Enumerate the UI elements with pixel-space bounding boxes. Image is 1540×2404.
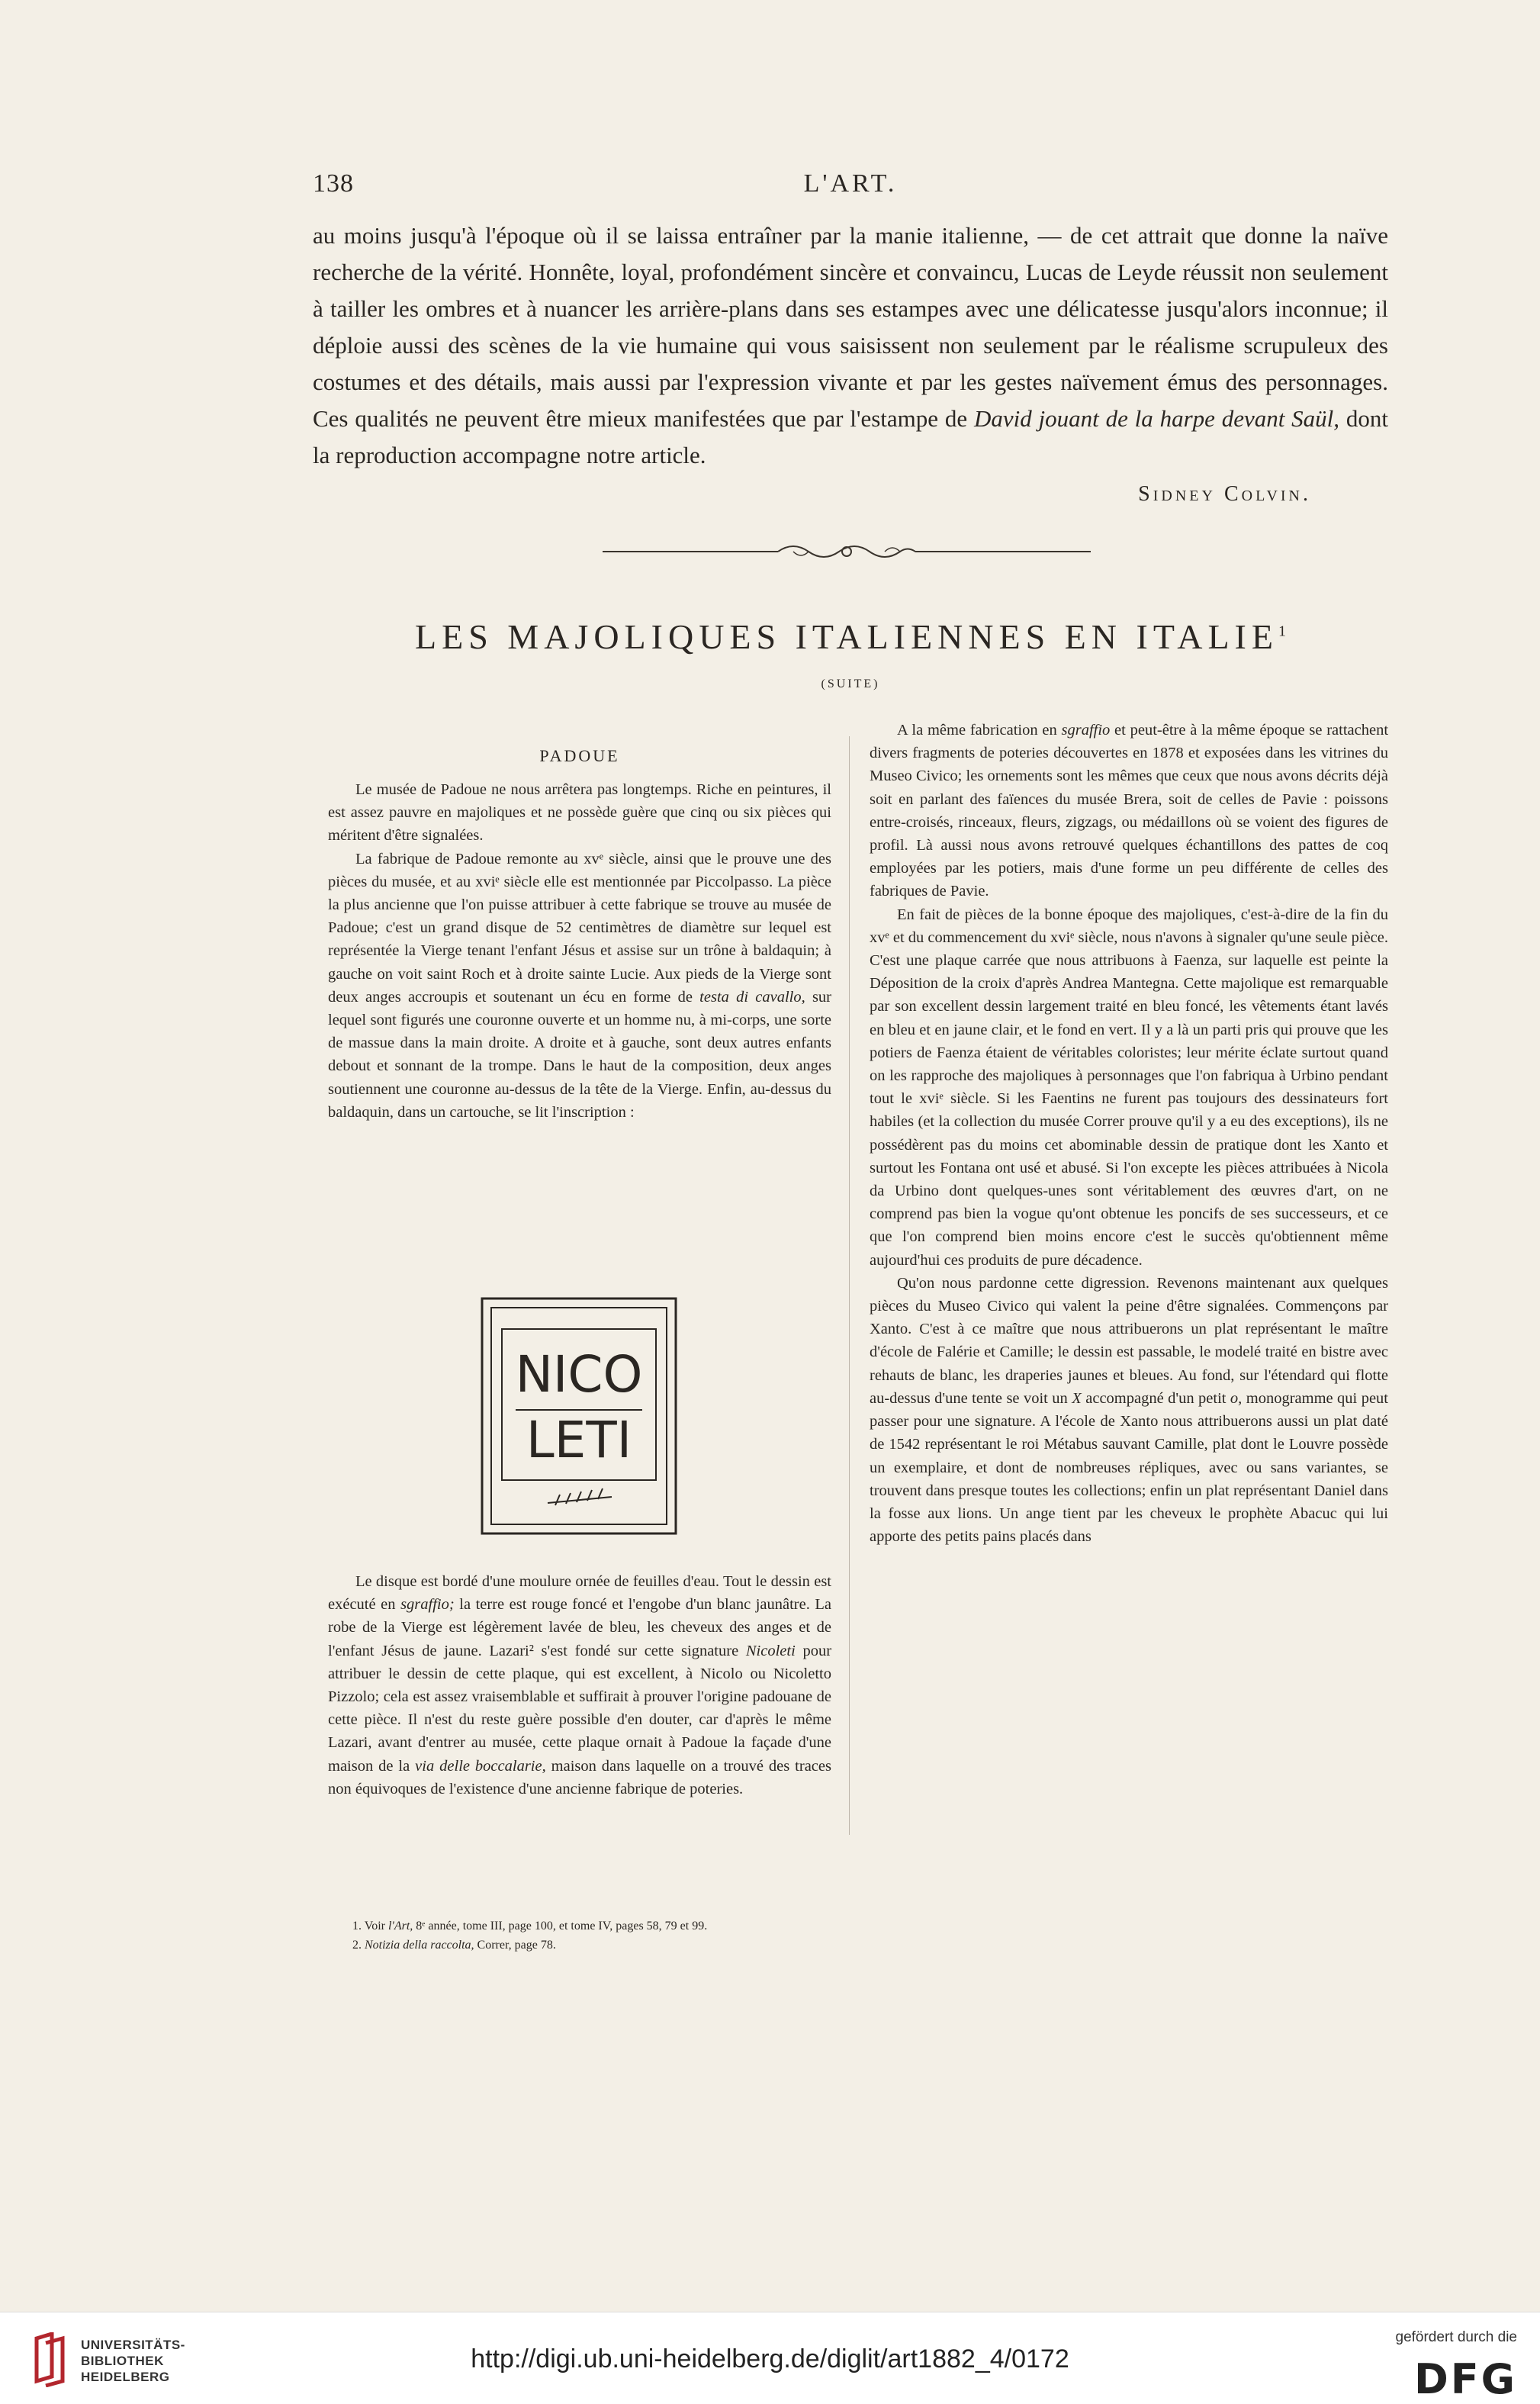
running-title: L'ART.: [803, 169, 898, 198]
left-p3-italic-3: via delle boccalarie,: [415, 1757, 546, 1775]
right-column: [870, 719, 1388, 1548]
footnote-2-italic: Notizia della raccolta,: [365, 1939, 474, 1952]
left-p3-italic-2: Nicoleti: [745, 1642, 796, 1659]
right-paragraph-3: [870, 1272, 1388, 1548]
article-title: [313, 616, 1388, 657]
footnote-2-a: 2.: [352, 1939, 362, 1952]
inscription-figure: [481, 1297, 677, 1535]
page-number: 138: [313, 169, 354, 198]
footnote-1-b: 8ᵉ année, tome III, page 100, et tome IV, pages 58, 79 et 99.: [416, 1920, 708, 1933]
institution-line-1: UNIVERSITÄTS-: [81, 2338, 185, 2352]
intro-text: [313, 217, 1388, 474]
left-p3-d: maison dans laquelle on a trouvé des traces non équivoques de l'existence d'une ancienne fabrique de poteries.: [328, 1757, 831, 1797]
footnote-2-b: Correr, page 78.: [477, 1939, 556, 1952]
inscription-line-2: LETI: [526, 1411, 632, 1469]
right-p1-b: et peut-être à la même époque se rattachent divers fragments de poteries découvertes en 1878 et exposées dans les vitrines du Museo Civico; les ornements sont les mêmes que ceux que nous avons décrits déjà soit en parlant des faïences du musée Brera, soit de celles de Pavie : poissons entre-croisés, rinceaux, fleurs, zigzags, ou médaillons où se voient des figures de profil. Là aussi nous avons retrouvé quelques échantillons des pattes de coq employées par les potiers, mais d'une forme un peu différente de celles des fabriques de Pavie.: [870, 722, 1389, 900]
footnote-1: [352, 1916, 886, 1936]
footnote-1-a: 1. Voir: [352, 1920, 385, 1933]
footnote-2: [352, 1936, 886, 1955]
right-p3-italic-1: X: [1072, 1389, 1082, 1407]
dfg-logo: DFG: [1413, 2355, 1517, 2403]
left-column-lower: [328, 1570, 831, 1801]
page-header: [313, 169, 1388, 200]
right-p3-c: monogramme qui peut passer pour une signature. A l'école de Xanto nous attribuerons aussi un plat daté de 1542 représentant le roi Métabus sauvant Camille, plat dont le Louvre possède un exemplaire, et dont de nombreuses répliques, avec ou sans variantes, se trouvent dans presque toutes les collections; enfin un plat représentant Daniel dans la fosse aux lions. Un ange tient par les cheveux le prophète Abacuc qui lui apporte des petits pains placés dans: [870, 1389, 1389, 1546]
institution-line-3: HEIDELBERG: [81, 2370, 170, 2384]
footnote-1-italic: l'Art,: [387, 1920, 413, 1933]
left-column-upper: [328, 778, 831, 1124]
author-signature: Sidney Colvin.: [1138, 482, 1311, 506]
right-p3-a: Qu'on nous pardonne cette digression. Revenons maintenant aux quelques pièces du Museo Civico qui valent la peine d'être signalées. Commençons par Xanto. C'est à ce maître que nous attribuerons un plat représentant le maître d'école de Falérie et Camille; le dessin est passable, le modelé traité en bistre avec rehauts de blanc, les draperies jaunes et bleues. Au fond, sur l'étendard qui flotte au-dessus d'une tente se voit un: [870, 1274, 1388, 1407]
right-paragraph-2: En fait de pièces de la bonne époque des majoliques, c'est-à-dire de la fin du xvᵉ et du commencement du xviᵉ siècle, nous n'avons à signaler qu'une seule pièce. C'est une plaque carrée que nous attribuons à Faenza, sur laquelle est peinte la Déposition de la croix d'après Andrea Mantegna. Cette majolique est remarquable par son excellent dessin largement traité en bleu foncé, les vêtements étant lavés en bleu et en jaune clair, et le fond en vert. Il y a là un parti pris qui prouve que les potiers de Faenza étaient de véritables coloristes; leur mérite éclate surtout quand on les rapproche des majoliques à personnages que l'on fabriqua à Urbino pendant tout le xviᵉ siècle. Si les Faentins ne furent pas toujours des dessinateurs fort habiles (et la collection du musée Correr prouve qu'il y a eu des exceptions), ils ne possédèrent pas du moins cet abominable dessin de pratique dont les Xanto et surtout les Fontana ont usé et abusé. Si l'on excepte les pièces attribuées à Nicola da Urbino dont quelques-unes sont véritablement des œuvres d'art, on ne comprend pas bien la vogue qu'ont obtenue les poncifs de ses successeurs, et ce que l'on comprend bien moins encore c'est le succès qu'obtiennent même aujourd'hui ces produits de pure décadence.: [870, 906, 1388, 1269]
left-paragraph-3: [328, 1570, 831, 1801]
intro-italic-title: David jouant de la harpe devant Saül,: [973, 405, 1340, 432]
decorative-ornament: [603, 538, 1091, 565]
column-divider: [849, 736, 850, 1835]
section-heading: PADOUE: [539, 746, 620, 765]
inscription-line-1: NICO: [515, 1345, 643, 1404]
footer-bar: [0, 2312, 1540, 2404]
left-p2-text: La fabrique de Padoue remonte au xvᵉ siècle, ainsi que le prouve une des pièces du musée, et au xviᵉ siècle elle est mentionnée par Piccolpasso. La pièce la plus ancienne que l'on puisse attribuer à cette fabrique se trouve au musée de Padoue; c'est un grand disque de 52 centimètres de diamètre sur lequel est représentée la Vierge tenant l'enfant Jésus et assise sur un trône à baldaquin; à gauche on voit saint Roch et à droite sainte Lucie. Aux pieds de la Vierge sont deux anges accroupis et soutenant un écu en forme de: [328, 850, 831, 1006]
sponsor-label: gefördert durch die: [1395, 2329, 1517, 2345]
left-p2-after: sur lequel sont figurés une couronne ouverte et un homme nu, à mi-corps, une sorte de massue dans la main droite. A droite et à gauche, sont deux autres enfants debout et sonnant de la trompe. Dans le haut de la composition, deux anges soutiennent une couronne au-dessus de la tête de la Vierge. Enfin, au-dessus du baldaquin, dans un cartouche, se lit l'inscription :: [328, 988, 832, 1121]
intro-text-part: au moins jusqu'à l'époque où il se laissa entraîner par la manie italienne, — de cet attrait que donne la naïve recherche de la vérité. Honnête, loyal, profondément sincère et convaincu, Lucas de Leyde réussit non seulement à tailler les ombres et à nuancer les arrière-plans dans ses estampes avec une délicatesse jusqu'alors inconnue; il déploie aussi des scènes de la vie humaine qui vous saisissent non seulement par le réalisme scrupuleux des costumes et des détails, mais aussi par l'expression vivante et par les gestes naïvement émus des personnages. Ces qualités ne peuvent être mieux manifestées que par l'estampe de: [313, 222, 1388, 432]
section-heading-wrap: [328, 746, 831, 781]
left-p3-b: la terre est rouge foncé et l'engobe d'un blanc jaunâtre. La robe de la Vierge est légèrement lavée de bleu, les cheveux des anges et de l'enfant Jésus de jaune. Lazari² s'est fondé sur cette signature: [328, 1596, 832, 1659]
left-p2-italic: testa di cavallo,: [699, 988, 805, 1006]
suite-label: (SUITE): [821, 677, 880, 690]
right-paragraph-1: [870, 719, 1388, 903]
right-p1-italic: sgraffio: [1061, 722, 1111, 739]
institution-line-2: BIBLIOTHEK: [81, 2354, 164, 2368]
footnotes: [352, 1916, 886, 1955]
title-footnote-mark: 1: [1278, 623, 1286, 640]
intro-paragraph: [313, 217, 1388, 474]
left-paragraph-2: [328, 848, 831, 1124]
left-p3-italic-1: sgraffio;: [400, 1596, 455, 1614]
right-p1-a: A la même fabrication en: [897, 722, 1057, 739]
article-title-text: LES MAJOLIQUES ITALIENNES EN ITALIE: [415, 617, 1278, 656]
left-paragraph-1: Le musée de Padoue ne nous arrêtera pas longtemps. Riche en peintures, il est assez pauvre en majoliques et ne possède guère que cinq ou six pièces qui méritent d'être signalées.: [328, 781, 831, 845]
left-p3-a: Le disque est bordé d'une moulure ornée de feuilles d'eau. Tout le dessin est exécuté en: [328, 1573, 831, 1614]
right-p3-italic-2: o,: [1230, 1389, 1243, 1407]
right-p3-b: accompagné d'un petit: [1085, 1389, 1227, 1407]
left-p3-c: pour attribuer le dessin de cette plaque, qui est excellent, à Nicolo ou Nicoletto Pizzolo; cela est assez vraisemblable et suffirait à prouver l'origine padouane de cette pièce. Il n'est du reste guère possible d'en douter, car d'après le même Lazari, avant d'entrer au musée, cette plaque ornait à Padoue la façade d'une maison de la: [328, 1642, 832, 1775]
source-url-link[interactable]: http://digi.ub.uni-heidelberg.de/diglit/art1882_4/0172: [471, 2344, 1069, 2373]
intro-text-end: dont la reproduction accompagne notre article.: [313, 405, 1388, 468]
